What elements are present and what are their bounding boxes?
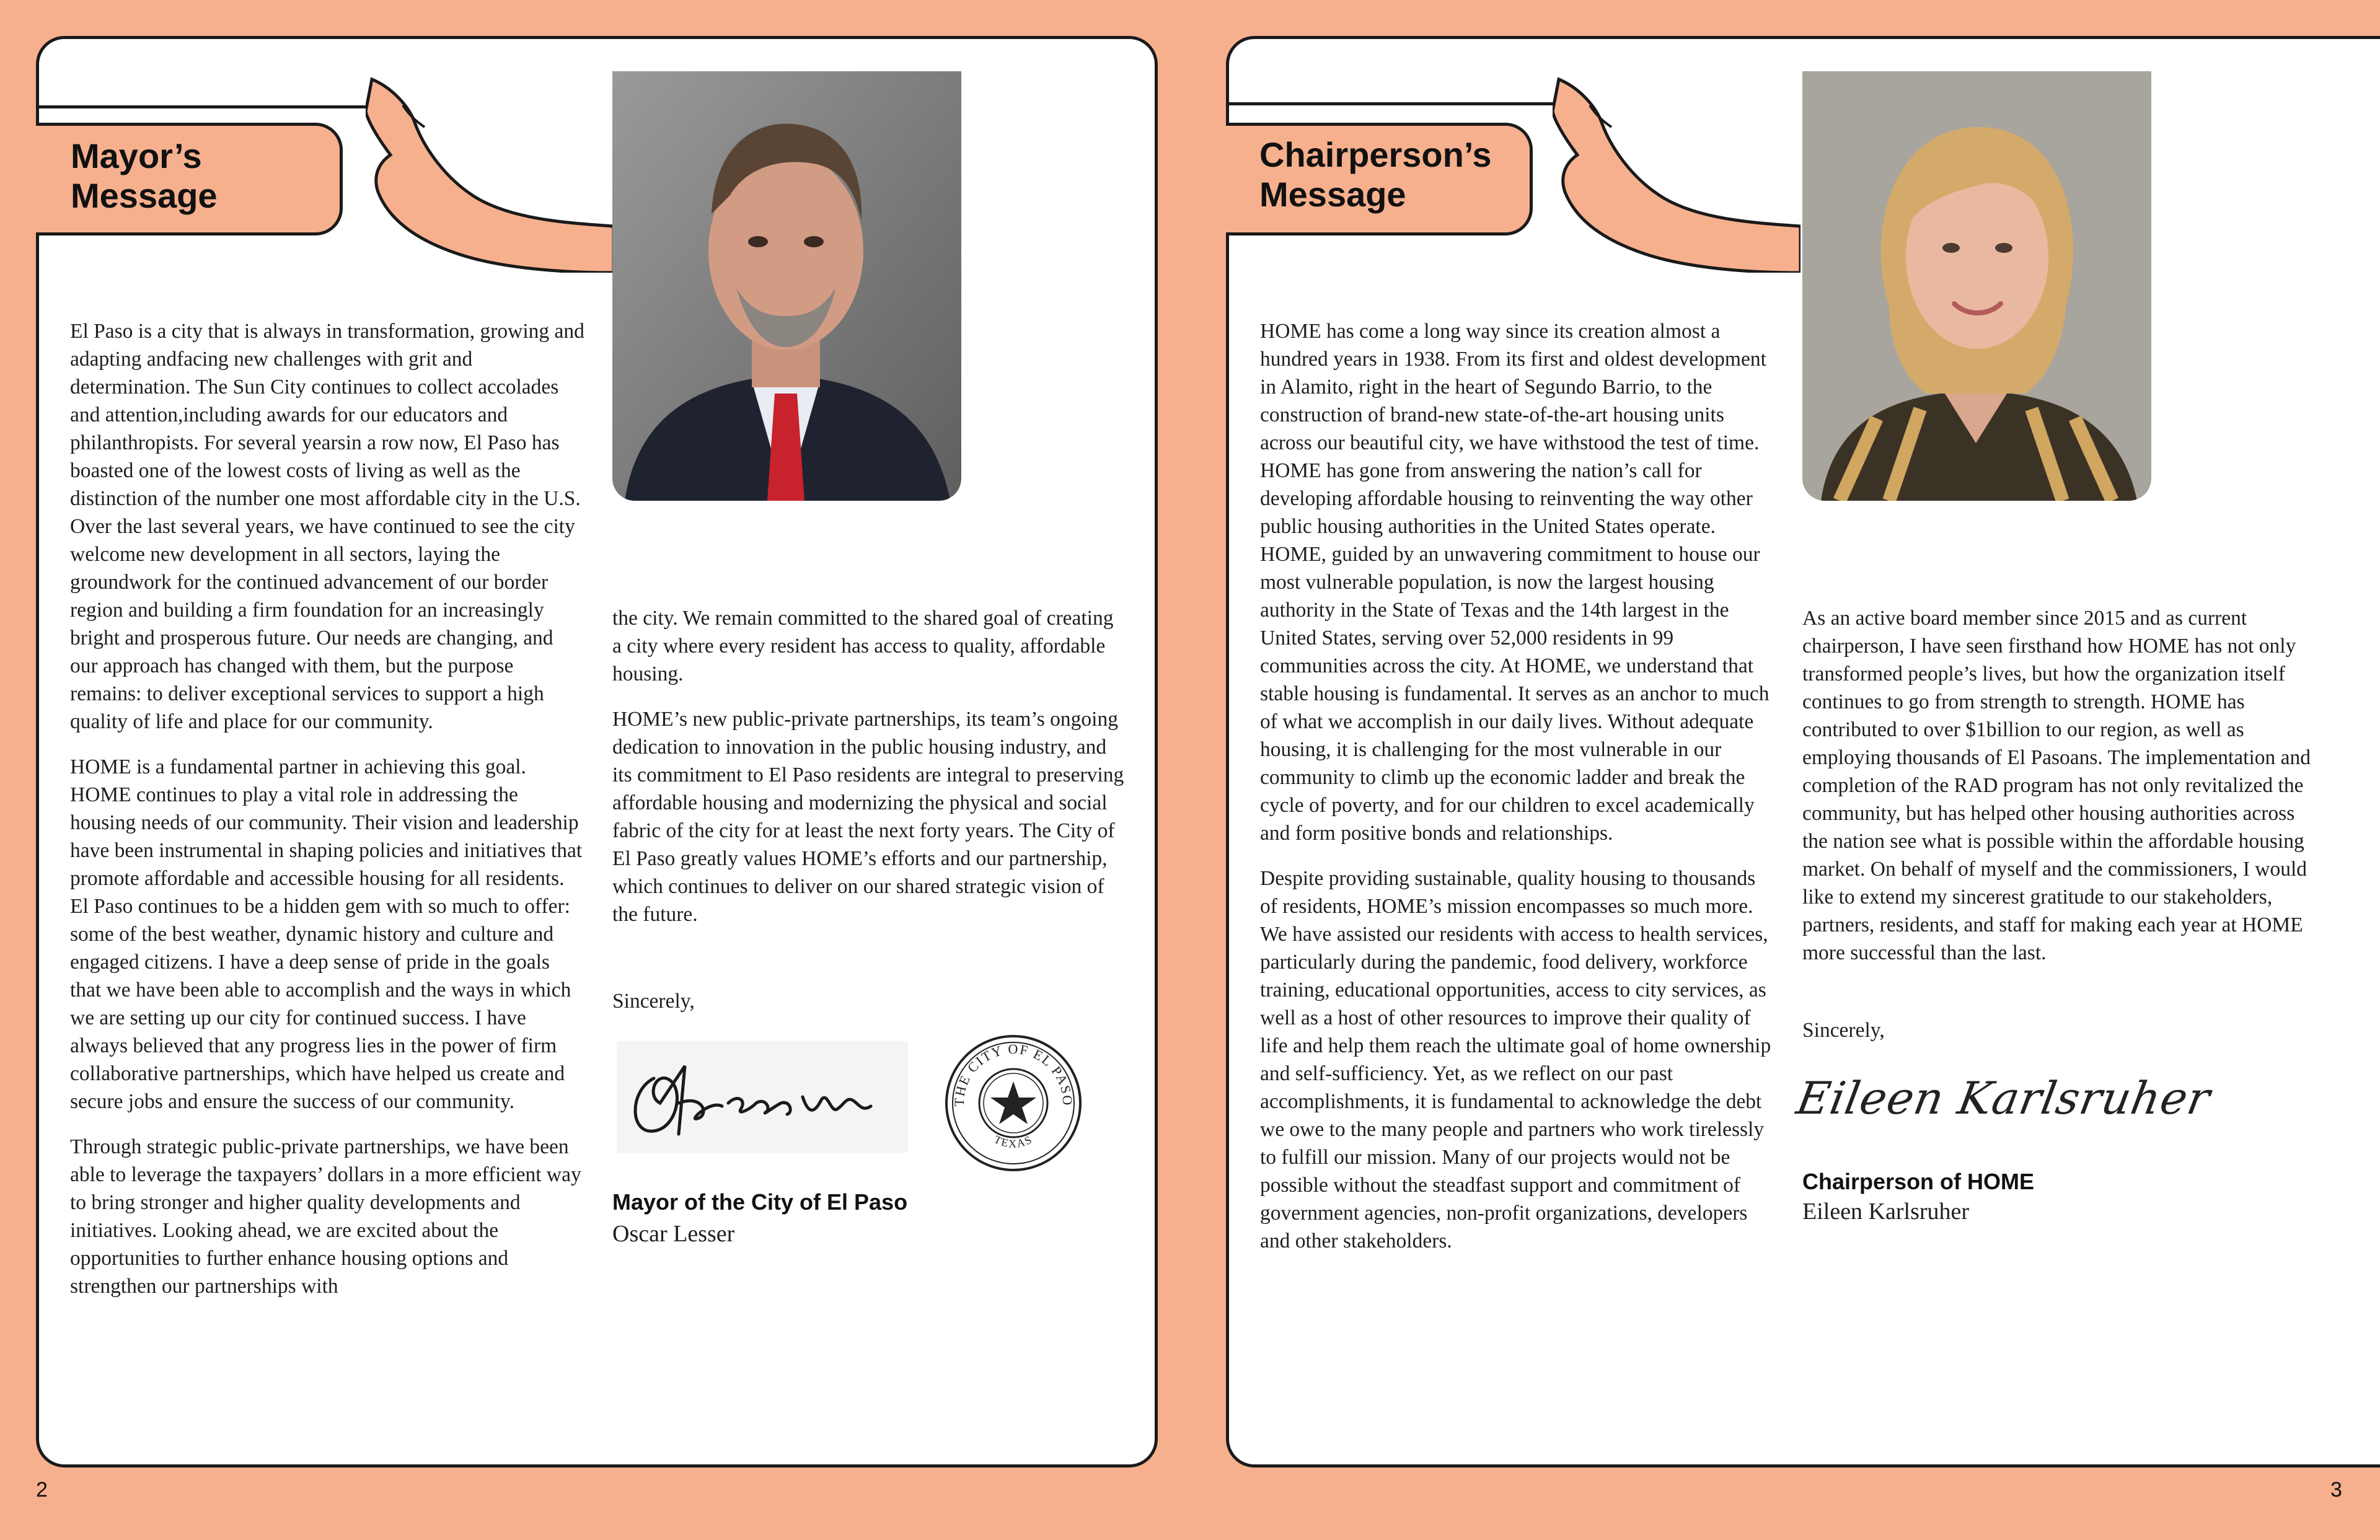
right-hand-illustration	[1553, 68, 1800, 273]
chair-heading-rule	[1226, 102, 1561, 105]
chair-paragraph-1: HOME has come a long way since its creation almost a hundred years in 1938. From its first and oldest development in Alamito, right in the heart of Segundo Barrio, to the construction of brand-new state-of-the-art housing units across our beautiful city, we have withstood the test of time. HOME has gone from answering the nation’s call for developing affordable housing to reinventing the way other public housing authorities in the United States operate. HOME, guided by an unwavering commitment to house our most vulnerable population, is now the largest housing authority in the State of Texas and the 14th largest in the United States, serving over 52,000 residents in 99 communities across the city. At HOME, we understand that stable housing is fundamental. It serves as an anchor to much of what we accomplish in our daily lives. Without adequate housing, it is challenging for the most vulnerable in our community to climb up the economic ladder and break the cycle of poverty, and for our children to excel academically and form positive bonds and relationships.	[1260, 320, 1770, 845]
chair-closing: Sincerely,	[1802, 1019, 1885, 1042]
mayor-signature	[617, 1041, 908, 1153]
mayor-paragraph-1: El Paso is a city that is always in transformation, growing and adapting andfacing new challenges with grit and determination. The Sun City continues to collect accolades and attention,including awards for our educators and philanthropists. For several yearsin a row now, El Paso has boasted one of the lowest costs of living as well as the distinction of the number one most affordable city in the U.S. Over the last several years, we have continued to see the city welcome new development in all sectors, laying the groundwork for the continued advancement of our border region and building a firm foundation for an increasingly bright and prosperous future. Our needs are changing, and our approach has changed with them, but the purpose remains: to deliver exceptional services to support a high quality of life and place for our community.	[70, 320, 584, 733]
left-hand-illustration	[366, 68, 614, 273]
seal-text-bottom: TEXAS	[992, 1133, 1035, 1150]
chair-signer-title: Chairperson of HOME	[1802, 1169, 2035, 1194]
mayor-message-column-2	[612, 604, 1127, 946]
mayor-paragraph-5: HOME’s new public-private partnerships, its team’s ongoing dedication to innovation in the public housing industry, and its commitment to El Paso residents are integral to preserving affordable housing and modernizing the physical and social fabric of the city for at least the next forty years. The City of El Paso greatly values HOME’s efforts and our partnership, which continues to deliver on our shared strategic vision of the future.	[612, 708, 1124, 926]
chair-message-column-2	[1802, 604, 2323, 984]
mayor-heading-line2: Message	[71, 176, 218, 215]
mayor-signer-title: Mayor of the City of El Paso	[612, 1189, 908, 1215]
mayor-photo	[612, 71, 961, 501]
chair-signature: Eileen Karlsruher	[1792, 1072, 2215, 1124]
mayor-paragraph-4: the city. We remain committed to the shared goal of creating a city where every resident has access to quality, affordable housing.	[612, 607, 1114, 685]
chair-signer-name: Eileen Karlsruher	[1802, 1199, 1970, 1225]
chair-heading	[1259, 135, 1491, 214]
mayor-message-column-1	[70, 317, 584, 1318]
chair-paragraph-3: As an active board member since 2015 and as current chairperson, I have seen firsthand how HOME has not only transformed people’s lives, but how the organization itself continues to go from strength to strength. HOME has contributed to over $1billion to our region, as well as employing thousands of El Pasoans. The implementation and completion of the RAD program has not only revitalized the community, but has helped other housing authorities across the nation see what is possible within the affordable housing market. On behalf of myself and the commissioners, I would like to extend my sincerest gratitude to our stakeholders, partners, residents, and staff for making each year at HOME more successful than the last.	[1802, 607, 2311, 964]
mayor-heading	[71, 136, 218, 216]
mayor-portrait-icon	[612, 71, 961, 501]
city-seal-icon	[942, 1032, 1085, 1174]
mayor-paragraph-3: Through strategic public-private partnerships, we have been able to leverage the taxpayers’ dollars in a more efficient way to bring stronger and higher quality developments and initiatives. Looking ahead, we are excited about the opportunities to further enhance housing options and strengthen our partnerships with	[70, 1135, 581, 1298]
chair-portrait-icon	[1802, 71, 2151, 501]
chair-paragraph-2: Despite providing sustainable, quality housing to thousands of residents, HOME’s mission encompasses so much more. We have assisted our residents with access to health services, particularly during the pandemic, food delivery, workforce training, educational opportunities, access to city services, as well as a host of other resources to improve their quality of life and help them reach the ultimate goal of home ownership and self-sufficiency. Yet, as we reflect on our past accomplishments, it is fundamental to acknowledge the debt we owe to the many people and partners who work tirelessly to fulfill our mission. Many of our projects would not be possible without the steadfast support and commitment of government agencies, non-profit organizations, developers and other stakeholders.	[1260, 867, 1771, 1252]
seal-text-top: THE CITY OF EL PASO	[951, 1041, 1076, 1107]
mayor-heading-line1: Mayor’s	[71, 136, 202, 175]
mayor-closing: Sincerely,	[612, 990, 695, 1013]
mayor-signer-name: Oscar Lesser	[612, 1221, 735, 1247]
chair-heading-line2: Message	[1259, 175, 1406, 214]
chair-heading-line1: Chairperson’s	[1259, 135, 1492, 174]
mayor-paragraph-2: HOME is a fundamental partner in achieving this goal. HOME continues to play a vital role in addressing the housing needs of our community. Their vision and leadership have been instrumental in shaping policies and initiatives that promote affordable and accessible housing for all residents. El Paso continues to be a hidden gem with so much to offer: some of the best weather, dynamic history and culture and engaged citizens. I have a deep sense of pride in the goals that we have been able to accomplish and the ways in which we are setting up our city for continued success. I have always believed that any progress lies in the power of firm collaborative partnerships, which have helped us create and secure jobs and ensure the success of our community.	[70, 755, 583, 1113]
page-number-right: 3	[2330, 1478, 2342, 1502]
chair-photo	[1802, 71, 2151, 501]
mayor-heading-rule	[36, 105, 371, 108]
chair-message-column-1	[1260, 317, 1774, 1272]
page-number-left: 2	[36, 1478, 48, 1502]
